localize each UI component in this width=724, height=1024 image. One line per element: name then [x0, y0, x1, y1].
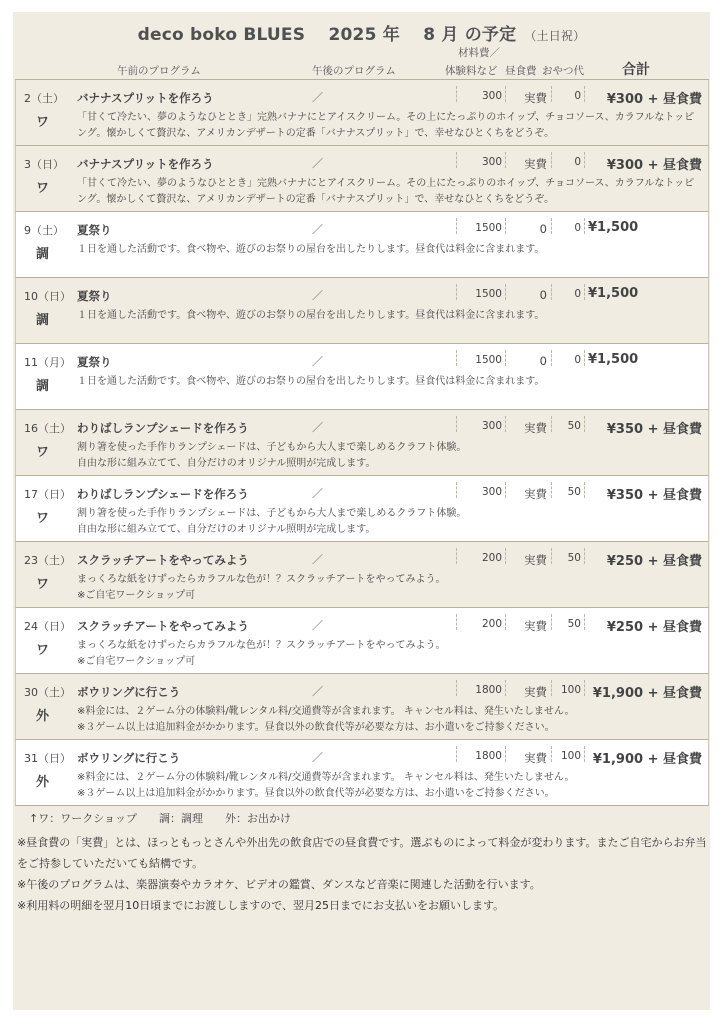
schedule-row	[15, 80, 709, 146]
row-type-badge: ワ	[36, 511, 50, 526]
divider	[584, 746, 585, 762]
row-materials: 300	[481, 486, 502, 498]
row-date: 30（土）	[24, 686, 71, 699]
divider	[551, 548, 552, 564]
divider	[456, 614, 457, 630]
row-afternoon-program: ／	[312, 685, 323, 698]
row-lunch: 0	[539, 354, 547, 368]
divider	[584, 218, 585, 234]
row-total: ¥1,900 + 昼食費	[592, 686, 702, 701]
row-date: 31（日）	[24, 752, 71, 765]
row-afternoon-program: ／	[312, 619, 323, 632]
row-program-name: わりばしランプシェードを作ろう	[77, 487, 249, 501]
description-line: ※料金には、２ゲーム分の体験料/靴レンタル料/交通費等が含まれます。 キャンセル料は、発生いたしません。	[77, 772, 575, 783]
schedule-table	[15, 79, 709, 806]
divider	[551, 746, 552, 762]
row-date: 24（日）	[24, 620, 71, 633]
divider	[551, 350, 552, 366]
row-description	[77, 242, 702, 258]
description-line: 自由な形に組み立てて、自分だけのオリジナル照明が完成します。	[77, 524, 376, 535]
description-line: 「甘くて冷たい、夢のようなひととき」完熟バナナにとアイスクリーム。その上にたっぷりのホイップ、チョコソース、カラフルなトッピング。懐かしくて贅沢な、アメリカンデザートの定番「バナナスプリット」で、幸せなひとくちをどうぞ。	[77, 178, 695, 205]
description-line: 自由な形に組み立てて、自分だけのオリジナル照明が完成します。	[77, 458, 376, 469]
divider	[584, 614, 585, 630]
schedule-row	[15, 740, 709, 806]
divider	[584, 482, 585, 498]
row-type-badge: ワ	[36, 577, 50, 592]
row-description	[77, 704, 702, 736]
row-afternoon-program: ／	[312, 487, 323, 500]
header-afternoon: 午後のプログラム	[312, 65, 396, 77]
row-description	[77, 506, 702, 538]
row-date: 17（日）	[24, 488, 71, 501]
schedule-row	[15, 608, 709, 674]
row-lunch: 0	[539, 288, 547, 302]
row-materials: 300	[481, 90, 502, 102]
divider	[505, 416, 506, 432]
row-materials: 300	[481, 156, 502, 168]
header-materials-line1: 材料費／	[458, 47, 500, 59]
row-total: ¥250 + 昼食費	[606, 620, 702, 635]
divider	[456, 680, 457, 696]
row-total: ¥1,500	[588, 286, 639, 301]
schedule-row	[15, 476, 709, 542]
divider	[584, 152, 585, 168]
row-lunch: 0	[539, 222, 547, 236]
schedule-page	[13, 12, 710, 1010]
row-lunch: 実費	[524, 91, 547, 105]
divider	[505, 680, 506, 696]
description-line: ※３ゲーム以上は追加料金がかかります。昼食以外の飲食代等が必要な方は、お小遣いをご持参ください。	[77, 722, 555, 733]
row-lunch: 実費	[524, 487, 547, 501]
row-description	[77, 440, 702, 472]
row-date: 2（土）	[24, 92, 64, 105]
schedule-row	[15, 674, 709, 740]
note-payment: ※利用料の明細を翌月10日頃までにお渡ししますので、翌月25日までにお支払いをお願いします。	[17, 899, 505, 912]
divider	[505, 218, 506, 234]
row-type-badge: 外	[36, 775, 50, 790]
description-line: 「甘くて冷たい、夢のようなひととき」完熟バナナにとアイスクリーム。その上にたっぷりのホイップ、チョコソース、カラフルなトッピング。懐かしくて贅沢な、アメリカンデザートの定番「バナナスプリット」で、幸せなひとくちをどうぞ。	[77, 112, 695, 139]
row-total: ¥250 + 昼食費	[606, 554, 702, 569]
row-lunch: 実費	[524, 619, 547, 633]
divider	[505, 614, 506, 630]
row-description	[77, 638, 702, 670]
header-snack: おやつ代	[542, 65, 584, 77]
row-materials: 1500	[475, 354, 502, 366]
legend: ↑ワ：ワークショップ 調：調理 外：お出かけ	[29, 812, 291, 825]
notes	[17, 832, 707, 916]
row-program-name: 夏祭り	[77, 289, 112, 303]
row-materials: 1500	[475, 288, 502, 300]
row-afternoon-program: ／	[312, 223, 323, 236]
row-date: 10（日）	[24, 290, 71, 303]
row-date: 11（月）	[24, 356, 71, 369]
divider	[584, 416, 585, 432]
row-type-badge: 調	[36, 379, 50, 394]
divider	[584, 284, 585, 300]
schedule-row	[15, 146, 709, 212]
divider	[456, 746, 457, 762]
row-snack: 0	[574, 156, 581, 168]
row-program-name: バナナスプリットを作ろう	[77, 91, 214, 105]
row-date: 9（土）	[24, 224, 64, 237]
divider	[505, 152, 506, 168]
row-description	[77, 110, 702, 142]
schedule-row	[15, 542, 709, 608]
row-description	[77, 770, 702, 802]
row-program-name: 夏祭り	[77, 355, 112, 369]
description-line: ※ご自宅ワークショップ可	[77, 656, 196, 667]
row-materials: 1800	[475, 750, 502, 762]
note-lunch: ※昼食費の「実費」とは、ほっともっとさんや外出先の飲食店での昼食費です。選ぶものによって料金が変わります。またご自宅からお弁当をご持参していただいても結構です。	[17, 836, 707, 870]
row-program-name: ボウリングに行こう	[77, 751, 181, 765]
description-line: 割り箸を使った手作りランプシェードは、子どもから大人まで楽しめるクラフト体験。	[77, 442, 467, 453]
row-afternoon-program: ／	[312, 91, 323, 104]
divider	[505, 482, 506, 498]
title-main: deco boko BLUES 2025 年 8 月 の予定	[137, 25, 517, 45]
description-line: １日を通した活動です。食べ物や、遊びのお祭りの屋台を出したりします。昼食代は料金に含まれます。	[77, 376, 545, 387]
divider	[551, 680, 552, 696]
row-total: ¥1,500	[588, 220, 639, 235]
schedule-row	[15, 212, 709, 278]
row-description	[77, 308, 702, 324]
row-lunch: 実費	[524, 421, 547, 435]
row-afternoon-program: ／	[312, 157, 323, 170]
description-line: １日を通した活動です。食べ物や、遊びのお祭りの屋台を出したりします。昼食代は料金に含まれます。	[77, 244, 545, 255]
row-type-badge: ワ	[36, 445, 50, 460]
row-materials: 300	[481, 420, 502, 432]
divider	[584, 680, 585, 696]
row-snack: 50	[567, 618, 581, 630]
divider	[456, 350, 457, 366]
row-snack: 0	[574, 354, 581, 366]
row-afternoon-program: ／	[312, 289, 323, 302]
row-total: ¥350 + 昼食費	[606, 488, 702, 503]
row-program-name: ボウリングに行こう	[77, 685, 181, 699]
row-afternoon-program: ／	[312, 355, 323, 368]
description-line: ※３ゲーム以上は追加料金がかかります。昼食以外の飲食代等が必要な方は、お小遣いをご持参ください。	[77, 788, 555, 799]
note-afternoon: ※午後のプログラムは、楽器演奏やカラオケ、ビデオの鑑賞、ダンスなど音楽に関連した活動を行います。	[17, 878, 541, 891]
divider	[551, 482, 552, 498]
row-snack: 100	[560, 750, 581, 762]
divider	[456, 284, 457, 300]
row-snack: 100	[560, 684, 581, 696]
row-lunch: 実費	[524, 157, 547, 171]
row-afternoon-program: ／	[312, 421, 323, 434]
divider	[505, 350, 506, 366]
row-total: ¥300 + 昼食費	[606, 158, 702, 173]
row-type-badge: 調	[36, 313, 50, 328]
header-morning: 午前のプログラム	[117, 65, 201, 77]
description-line: 割り箸を使った手作りランプシェードは、子どもから大人まで楽しめるクラフト体験。	[77, 508, 467, 519]
schedule-row	[15, 410, 709, 476]
divider	[505, 284, 506, 300]
description-line: １日を通した活動です。食べ物や、遊びのお祭りの屋台を出したりします。昼食代は料金に含まれます。	[77, 310, 545, 321]
divider	[456, 548, 457, 564]
row-type-badge: ワ	[36, 115, 50, 130]
title-sub: （土日祝）	[524, 29, 586, 43]
divider	[551, 86, 552, 102]
divider	[551, 218, 552, 234]
row-materials: 200	[481, 552, 502, 564]
divider	[505, 86, 506, 102]
row-program-name: スクラッチアートをやってみよう	[77, 553, 249, 567]
row-lunch: 実費	[524, 685, 547, 699]
header-lunch: 昼食費	[505, 65, 537, 77]
row-snack: 50	[567, 420, 581, 432]
row-snack: 50	[567, 552, 581, 564]
row-afternoon-program: ／	[312, 553, 323, 566]
header-materials-line2: 体験料など	[445, 65, 498, 77]
divider	[456, 416, 457, 432]
page-title	[13, 20, 710, 45]
divider	[456, 152, 457, 168]
row-date: 23（土）	[24, 554, 71, 567]
row-program-name: バナナスプリットを作ろう	[77, 157, 214, 171]
divider	[505, 548, 506, 564]
description-line: まっくろな紙をけずったらカラフルな色が！？スクラッチアートをやってみよう。	[77, 574, 446, 585]
divider	[456, 482, 457, 498]
divider	[505, 746, 506, 762]
row-program-name: 夏祭り	[77, 223, 112, 237]
row-snack: 50	[567, 486, 581, 498]
divider	[584, 548, 585, 564]
divider	[456, 86, 457, 102]
row-description	[77, 176, 702, 208]
row-materials: 1500	[475, 222, 502, 234]
row-program-name: スクラッチアートをやってみよう	[77, 619, 249, 633]
row-materials: 1800	[475, 684, 502, 696]
divider	[551, 614, 552, 630]
description-line: ※料金には、２ゲーム分の体験料/靴レンタル料/交通費等が含まれます。 キャンセル料は、発生いたしません。	[77, 706, 575, 717]
row-type-badge: ワ	[36, 643, 50, 658]
row-type-badge: ワ	[36, 181, 50, 196]
row-total: ¥300 + 昼食費	[606, 92, 702, 107]
row-type-badge: 外	[36, 709, 50, 724]
row-afternoon-program: ／	[312, 751, 323, 764]
divider	[551, 152, 552, 168]
row-snack: 0	[574, 90, 581, 102]
row-snack: 0	[574, 222, 581, 234]
row-type-badge: 調	[36, 247, 50, 262]
divider	[584, 350, 585, 366]
header-total: 合計	[622, 62, 650, 78]
description-line: まっくろな紙をけずったらカラフルな色が！？スクラッチアートをやってみよう。	[77, 640, 446, 651]
schedule-row	[15, 278, 709, 344]
row-total: ¥350 + 昼食費	[606, 422, 702, 437]
schedule-row	[15, 344, 709, 410]
row-total: ¥1,500	[588, 352, 639, 367]
divider	[551, 284, 552, 300]
row-materials: 200	[481, 618, 502, 630]
row-description	[77, 572, 702, 604]
description-line: ※ご自宅ワークショップ可	[77, 590, 196, 601]
row-description	[77, 374, 702, 390]
row-total: ¥1,900 + 昼食費	[592, 752, 702, 767]
row-date: 16（土）	[24, 422, 71, 435]
row-lunch: 実費	[524, 751, 547, 765]
row-lunch: 実費	[524, 553, 547, 567]
row-snack: 0	[574, 288, 581, 300]
row-program-name: わりばしランプシェードを作ろう	[77, 421, 249, 435]
divider	[551, 416, 552, 432]
row-date: 3（日）	[24, 158, 64, 171]
divider	[584, 86, 585, 102]
divider	[456, 218, 457, 234]
